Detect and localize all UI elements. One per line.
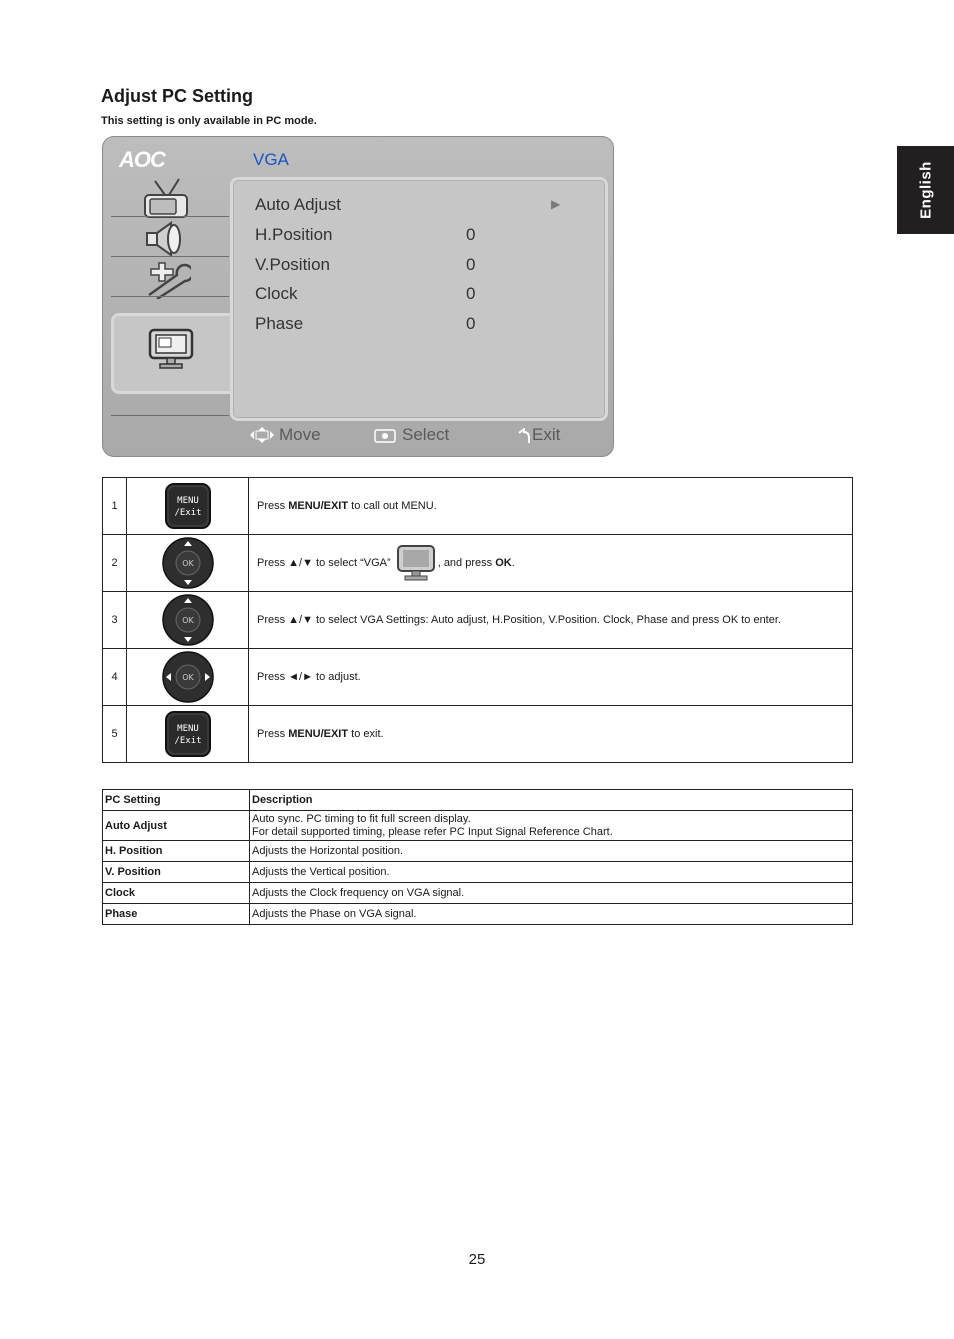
setting-description: Adjusts the Horizontal position. <box>250 841 853 862</box>
step-row <box>103 706 853 763</box>
speaker-icon <box>143 221 187 257</box>
menu-label: MENU <box>176 496 199 506</box>
osd-value-phase: 0 <box>466 314 476 333</box>
language-tab-label: English <box>917 161 934 219</box>
select-button-icon <box>374 429 396 443</box>
step-row <box>103 649 853 706</box>
side-divider <box>111 415 229 416</box>
ok-left-right-button-icon <box>162 651 214 703</box>
step-row <box>103 478 853 535</box>
move-arrows-icon <box>249 426 275 444</box>
side-divider <box>111 296 229 297</box>
setting-name: Auto Adjust <box>103 811 250 841</box>
osd-value-clock: 0 <box>466 284 476 303</box>
table-row <box>103 841 853 862</box>
tv-icon <box>139 177 195 219</box>
osd-value-h-position: 0 <box>466 225 476 244</box>
setting-name: Clock <box>103 883 250 904</box>
setting-name: H. Position <box>103 841 250 862</box>
step-text: Press MENU/EXIT to exit. <box>249 706 853 763</box>
table-row <box>103 904 853 925</box>
step-number: 2 <box>103 535 127 592</box>
step-text: Press ◄/► to adjust. <box>249 649 853 706</box>
step-row <box>103 592 853 649</box>
osd-value-v-position: 0 <box>466 255 476 274</box>
table-header-row <box>103 790 853 811</box>
osd-source-title: VGA <box>253 150 289 169</box>
osd-item-clock[interactable]: Clock <box>255 284 298 303</box>
step-number: 3 <box>103 592 127 649</box>
svg-text:/Exit: /Exit <box>173 736 202 746</box>
settings-tools-icon <box>141 261 191 299</box>
ok-up-down-button-icon <box>162 594 214 646</box>
side-divider <box>111 256 229 257</box>
page-number: 25 <box>468 1251 486 1268</box>
osd-footer-exit: Exit <box>532 425 561 444</box>
svg-text:MENU: MENU <box>176 724 199 734</box>
osd-item-h-position[interactable]: H.Position <box>255 225 333 244</box>
pc-monitor-icon <box>147 327 195 371</box>
setting-name: Phase <box>103 904 250 925</box>
setting-description: Adjusts the Vertical position. <box>250 862 853 883</box>
column-header: Description <box>250 790 853 811</box>
menu-exit-button-icon <box>164 482 212 530</box>
table-row <box>103 862 853 883</box>
ok-up-down-button-icon <box>162 537 214 589</box>
table-row <box>103 811 853 841</box>
vga-monitor-icon <box>396 544 436 582</box>
step-number: 5 <box>103 706 127 763</box>
step-text: Press MENU/EXIT to call out MENU. <box>249 478 853 535</box>
page-subtitle: This setting is only available in PC mode. <box>101 115 317 127</box>
step-row <box>103 535 853 592</box>
osd-footer-select: Select <box>402 425 450 444</box>
osd-item-phase[interactable]: Phase <box>255 314 304 333</box>
table-row <box>103 883 853 904</box>
svg-text:OK: OK <box>181 673 194 682</box>
pc-setting-description-table <box>102 789 853 925</box>
language-tab <box>897 146 954 234</box>
exit-label: /Exit <box>173 508 202 518</box>
steps-table <box>102 477 853 763</box>
osd-item-auto-adjust[interactable]: Auto Adjust <box>255 195 342 214</box>
step-number: 4 <box>103 649 127 706</box>
setting-description: Adjusts the Clock frequency on VGA signal. <box>250 883 853 904</box>
page-title: Adjust PC Setting <box>101 86 253 106</box>
svg-text:OK: OK <box>181 616 194 625</box>
setting-description: Auto sync. PC timing to fit full screen display. For detail supported timing, please refer PC Input Signal Reference Chart. <box>250 811 853 841</box>
side-divider <box>111 216 229 217</box>
exit-return-icon <box>517 428 531 444</box>
svg-text:OK: OK <box>181 559 194 568</box>
osd-item-v-position[interactable]: V.Position <box>255 255 330 274</box>
step-number: 1 <box>103 478 127 535</box>
osd-logo: AOC <box>119 147 165 172</box>
step-text: Press ▲/▼ to select “VGA” , and press OK. <box>249 535 853 592</box>
step-text: Press ▲/▼ to select VGA Settings: Auto adjust, H.Position, V.Position. Clock, Phase and press OK to enter. <box>249 592 853 649</box>
osd-menu-screenshot <box>102 136 614 457</box>
submenu-arrow-icon: ▶ <box>551 197 561 211</box>
osd-footer-move: Move <box>279 425 321 444</box>
setting-description: Adjusts the Phase on VGA signal. <box>250 904 853 925</box>
setting-name: V. Position <box>103 862 250 883</box>
menu-exit-button-icon <box>164 710 212 758</box>
column-header: PC Setting <box>103 790 250 811</box>
